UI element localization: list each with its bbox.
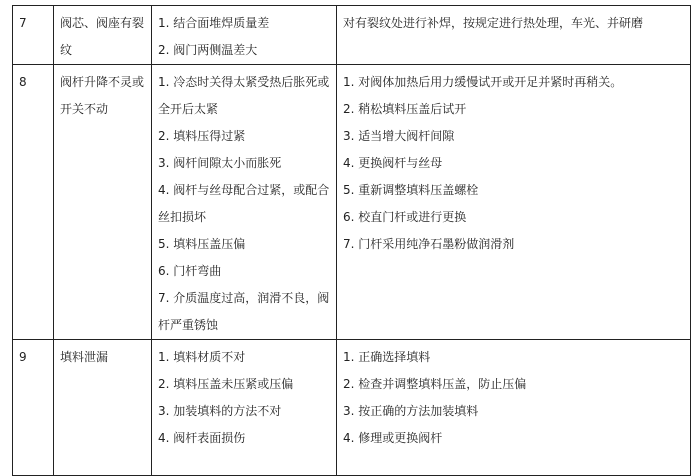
causes-cell: [152, 6, 337, 65]
cause-item: 1. 结合面堆焊质量差: [158, 16, 270, 30]
remedies-cell: [337, 340, 691, 476]
cause-item: 4. 阀杆与丝母配合过紧，或配合丝扣损坏: [158, 183, 330, 224]
table-row: [13, 65, 691, 340]
table-row: [13, 340, 691, 476]
remedy-item: 1. 正确选择填料: [343, 350, 431, 364]
row-number: 9: [13, 340, 54, 476]
fault-name: 阀芯、阀座有裂纹: [54, 6, 152, 65]
cause-item: 2. 阀门两侧温差大: [158, 43, 258, 57]
fault-name: 填料泄漏: [54, 340, 152, 476]
remedy-item: 5. 重新调整填料压盖螺栓: [343, 183, 479, 197]
remedies-cell: [337, 65, 691, 340]
remedy-item: 1. 对阀体加热后用力缓慢试开或开足并紧时再稍关。: [343, 75, 623, 89]
remedy-item: 2. 稍松填料压盖后试开: [343, 102, 467, 116]
cause-item: 5. 填料压盖压偏: [158, 237, 246, 251]
remedy-item: 3. 适当增大阀杆间隙: [343, 129, 455, 143]
table-row: [13, 6, 691, 65]
cause-item: 6. 门杆弯曲: [158, 264, 222, 278]
remedy-item: 4. 更换阀杆与丝母: [343, 156, 443, 170]
remedy-item: 3. 按正确的方法加装填料: [343, 404, 479, 418]
cause-item: 3. 加装填料的方法不对: [158, 404, 282, 418]
cause-item: 4. 阀杆表面损伤: [158, 431, 246, 445]
valve-fault-table: [12, 5, 691, 476]
fault-name: 阀杆升降不灵或开关不动: [54, 65, 152, 340]
cause-item: 1. 冷态时关得太紧受热后胀死或全开后太紧: [158, 75, 330, 116]
causes-cell: [152, 65, 337, 340]
cause-item: 2. 填料压得过紧: [158, 129, 246, 143]
remedy-item: 6. 校直门杆或进行更换: [343, 210, 467, 224]
row-number: 7: [13, 6, 54, 65]
cause-item: 1. 填料材质不对: [158, 350, 246, 364]
remedy-item: 7. 门杆采用纯净石墨粉做润滑剂: [343, 237, 515, 251]
causes-cell: [152, 340, 337, 476]
cause-item: 2. 填料压盖未压紧或压偏: [158, 377, 294, 391]
cause-item: 3. 阀杆间隙太小而胀死: [158, 156, 282, 170]
remedy-item: 4. 修理或更换阀杆: [343, 431, 443, 445]
remedy-item: 对有裂纹处进行补焊，按规定进行热处理，车光、并研磨: [343, 16, 644, 30]
remedy-item: 2. 检查并调整填料压盖，防止压偏: [343, 377, 527, 391]
cause-item: 7. 介质温度过高，润滑不良，阀杆严重锈蚀: [158, 291, 330, 332]
remedies-cell: [337, 6, 691, 65]
row-number: 8: [13, 65, 54, 340]
